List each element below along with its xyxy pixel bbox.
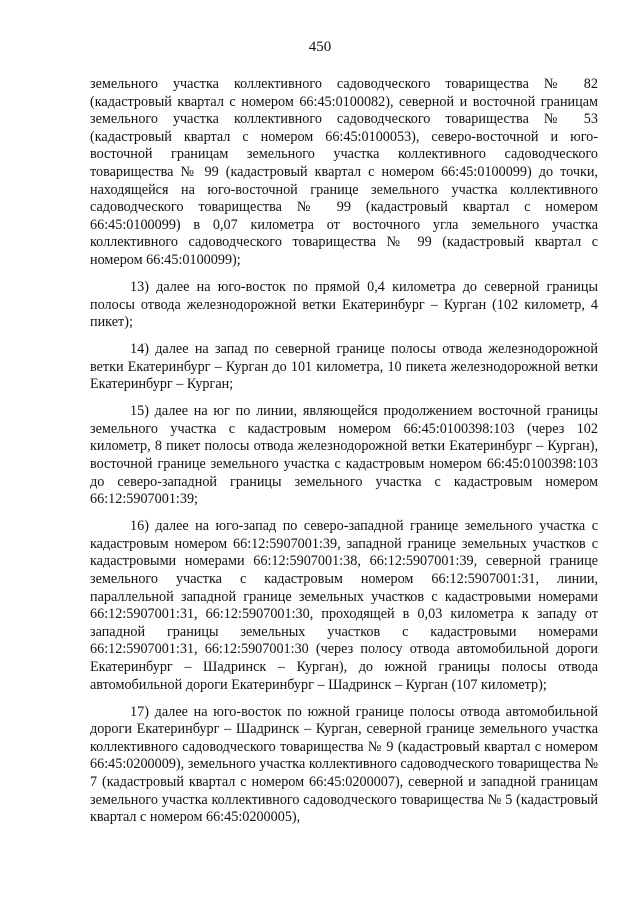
paragraph-item-15: 15) далее на юг по линии, являющейся продолжением восточной границы земельного участка с кадастровым номером 66:45:0100398:103 (через 102 километр, 8 пикет полосы отвода железнодорожной ветки Екатеринбург – Курган), восточной границе земельного участка с кадастровым номером 66:45:0100398:103 до северо-западной границы земельного участка с кадастровым номером 66:12:5907001:39;	[90, 403, 598, 508]
paragraph-item-17: 17) далее на юго-восток по южной границе полосы отвода автомобильной дороги Екатеринбург – Шадринск – Курган, северной границе земельного участка коллективного садоводческого товарищества № 9 (кадастровый квартал с номером 66:45:0200009), земельного участка коллективного садоводческого товарищества № 7 (кадастровый квартал с номером 66:45:0200007), северной и западной границам земельного участка коллективного садоводческого товарищества № 5 (кадастровый квартал с номером 66:45:0200005),	[90, 703, 598, 826]
paragraph-item-13: 13) далее на юго-восток по прямой 0,4 километра до северной границы полосы отвода железнодорожной ветки Екатеринбург – Курган (102 километр, 4 пикет);	[90, 278, 598, 331]
paragraph-item-16: 16) далее на юго-запад по северо-западной границе земельного участка с кадастровым номером 66:12:5907001:39, западной границе земельных участков с кадастровыми номерами 66:12:5907001:38, 66:12:5907001:39, северной границе земельного участка с кадастровым номером 66:12:5907001:31, линии, параллельной западной границе земельных участков с кадастровыми номерами 66:12:5907001:31, 66:12:5907001:30, проходящей в 0,03 километра к западу от западной границы земельных участков с кадастровыми номерами 66:12:5907001:31, 66:12:5907001:30 (через полосу отвода автомобильной дороги Екатеринбург – Шадринск – Курган), до южной границы полосы отвода автомобильной дороги Екатеринбург – Шадринск – Курган (107 километр);	[90, 518, 598, 693]
paragraph-continuation: земельного участка коллективного садоводческого товарищества № 82 (кадастровый квартал с номером 66:45:0100082), северной и восточной границам земельного участка коллективного садоводческого товарищества № 53 (кадастровый квартал с номером 66:45:0100053), северо-восточной и юго-восточной границам земельного участка коллективного садоводческого товарищества № 99 (кадастровый квартал с номером 66:45:0100099) до точки, находящейся на юго-восточной границе земельного участка коллективного садоводческого товарищества № 99 (кадастровый квартал с номером 66:45:0100099) в 0,07 километра от восточного угла земельного участка коллективного садоводческого товарищества № 99 (кадастровый квартал с номером 66:45:0100099);	[90, 76, 598, 268]
page-number: 450	[308, 39, 332, 55]
page-body	[90, 76, 598, 836]
paragraph-item-14: 14) далее на запад по северной границе полосы отвода железнодорожной ветки Екатеринбург – Курган до 101 километра, 10 пикета железнодорожной ветки Екатеринбург – Курган;	[90, 341, 598, 393]
